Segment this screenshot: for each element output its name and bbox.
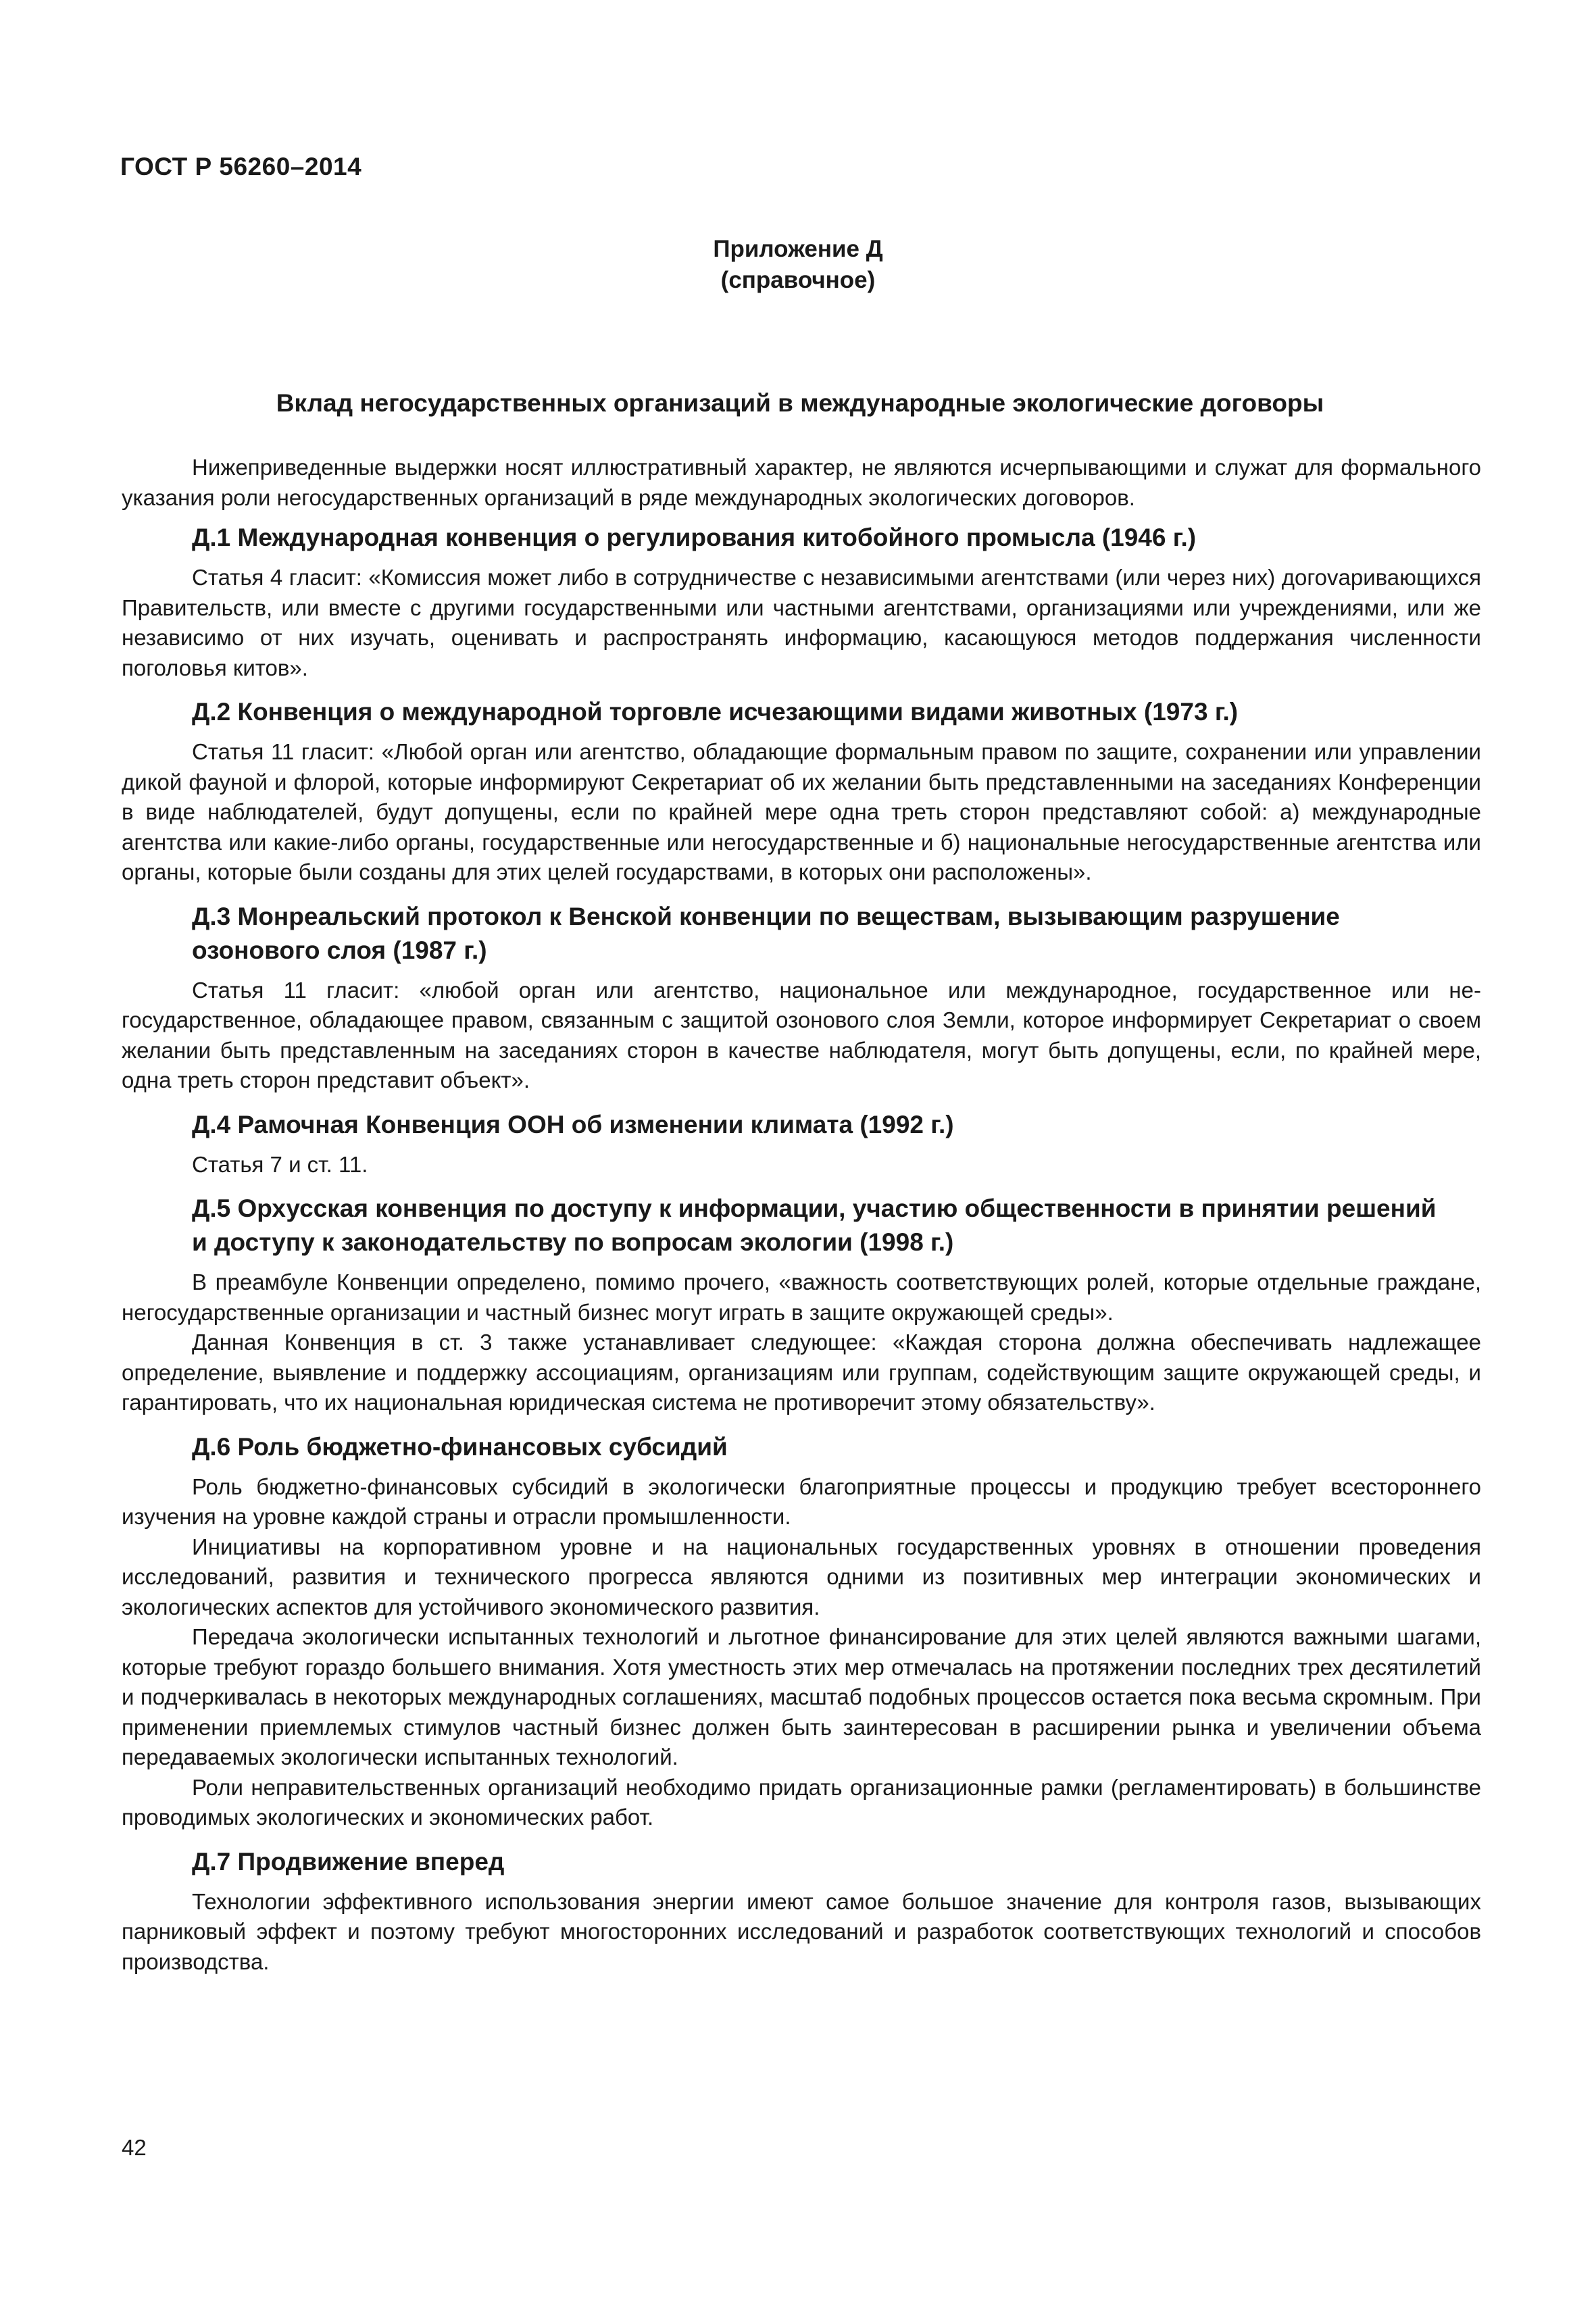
section-heading-d5: Д.5 Орхусская конвенция по доступу к информации, участию общественности в принятии решений и доступу к законодательству по вопросам экологии (1998 г.) (192, 1194, 1437, 1256)
section-heading-d4: Д.4 Рамочная Конвенция ООН об изменении климата (1992 г.) (192, 1110, 954, 1138)
section-heading-d1: Д.1 Международная конвенция о регулирования китобойного промысла (1946 г.) (192, 524, 1197, 551)
section-d6-paragraph-4: Роли неправительственных организаций необходимо придать организационные рамки (регламентировать) в большинстве проводимых экологических и экономических работ. (122, 1774, 1481, 1830)
document-body (122, 453, 1481, 1977)
section-d4-paragraph: Статья 7 и ст. 11. (192, 1151, 368, 1177)
document-code: ГОСТ Р 56260–2014 (120, 153, 362, 180)
appendix-heading (0, 234, 1596, 296)
section-heading-d2: Д.2 Конвенция о международной торговле исчезающими видами животных (1973 г.) (192, 698, 1239, 726)
section-d6-paragraph-2: Инициативы на корпоративном уровне и на национальных государственных уровнях в отношении проведения исследований, развития и технического прогресса являются одними из позитивных мер интеграции экономических и экологических аспектов для устойчивого экономического развития. (122, 1534, 1481, 1619)
section-heading-d3: Д.3 Монреальский протокол к Венской конвенции по веществам, вызывающим разрушение озонового слоя (1987 г.) (192, 902, 1340, 964)
intro-paragraph: Нижеприведенные выдержки носят иллюстративный характер, не являются исчерпывающими и служат для формального указания роли негосударственных организаций в ряде международных экологических договоров. (122, 455, 1481, 510)
section-d7-paragraph: Технологии эффективного использования энергии имеют самое большое значение для контроля газов, вызывающих парниковый эффект и поэтому требуют многосторонних исследований и разработок соответствующих технологий и способов производства. (122, 1888, 1481, 1974)
section-d2-paragraph: Статья 11 гласит: «Любой орган или агентство, обладающие формальным правом по защите, сохранении или управлении дикой фауной и флорой, которые информируют Секретариат об их желании быть представленными на заседаниях Конференции в виде наблюдателей, будут допущены, если по крайней мере одна треть сторон представляют собой: а) международные агентства или какие-либо органы, государственные или негосударственные и б) национальные негосударственные агентства или органы, которые были созданы для этих целей государствами, в которых они расположены». (122, 739, 1481, 884)
page-number: 42 (122, 2135, 147, 2160)
section-d3-paragraph: Статья 11 гласит: «любой орган или агентство, национальное или международное, государственное или негосударственное, обладающее правом, связанным с защитой озонового слоя Земли, которое информирует Секретариат о своем желании быть представленным на заседаниях сторон в качестве наблюдателя, могут быть допущены, если, по крайней мере, одна треть сторон представит объект». (122, 977, 1481, 1092)
appendix-subtitle: (справочное) (720, 267, 876, 293)
section-d1-paragraph: Статья 4 гласит: «Комиссия может либо в сотрудничестве с независимыми агентствами (или через них) догоvаривающихся Правительств, или вместе с другими государственными или частными агентствами, организациями или учреждениями, или же независимо от них изучать, оценивать и распространять информацию, касающуюся методов поддержания численности поголовья китов». (122, 565, 1481, 680)
appendix-title: Приложение Д (713, 236, 883, 262)
section-d5-paragraph-2: Данная Конвенция в ст. 3 также устанавливает следующее: «Каждая сторона должна обеспечивать надлежащее определение, выявление и поддержку ассоциациям, организациям или группам, содействующим защите окружающей среды, и гарантировать, что их национальная юридическая система не противоречит этому обязательству». (122, 1330, 1481, 1415)
section-heading-d7: Д.7 Продвижение вперед (192, 1847, 505, 1876)
section-d5-paragraph-1: В преамбуле Конвенции определено, помимо прочего, «важность соответствующих ролей, которые отдельные граждане, негосударственные организации и частный бизнес могут играть в защите окружающей среды». (122, 1269, 1481, 1325)
document-title: Вклад негосударственных организаций в международные экологические договоры (276, 389, 1324, 417)
section-d6-paragraph-1: Роль бюджетно-финансовых субсидий в экологически благоприятные процессы и продукцию требует всестороннего изучения на уровне каждой страны и отрасли промышленности. (122, 1474, 1481, 1529)
section-heading-d6: Д.6 Роль бюджетно-финансовых субсидий (192, 1432, 728, 1461)
section-d6-paragraph-3: Передача экологически испытанных технологий и льготное финансирование для этих целей являются важными шагами, которые требуют гораздо большего внимания. Хотя уместность этих мер отмечалась на протяжении последних трех десятилетий и подчеркивалась в некоторых международных соглашениях, масштаб подобных процессов остается пока весьма скромным. При применении приемлемых стимулов частный бизнес должен быть заинтересован в расширении рынка и увеличении объема передаваемых экологически испытанных технологий. (122, 1624, 1481, 1769)
